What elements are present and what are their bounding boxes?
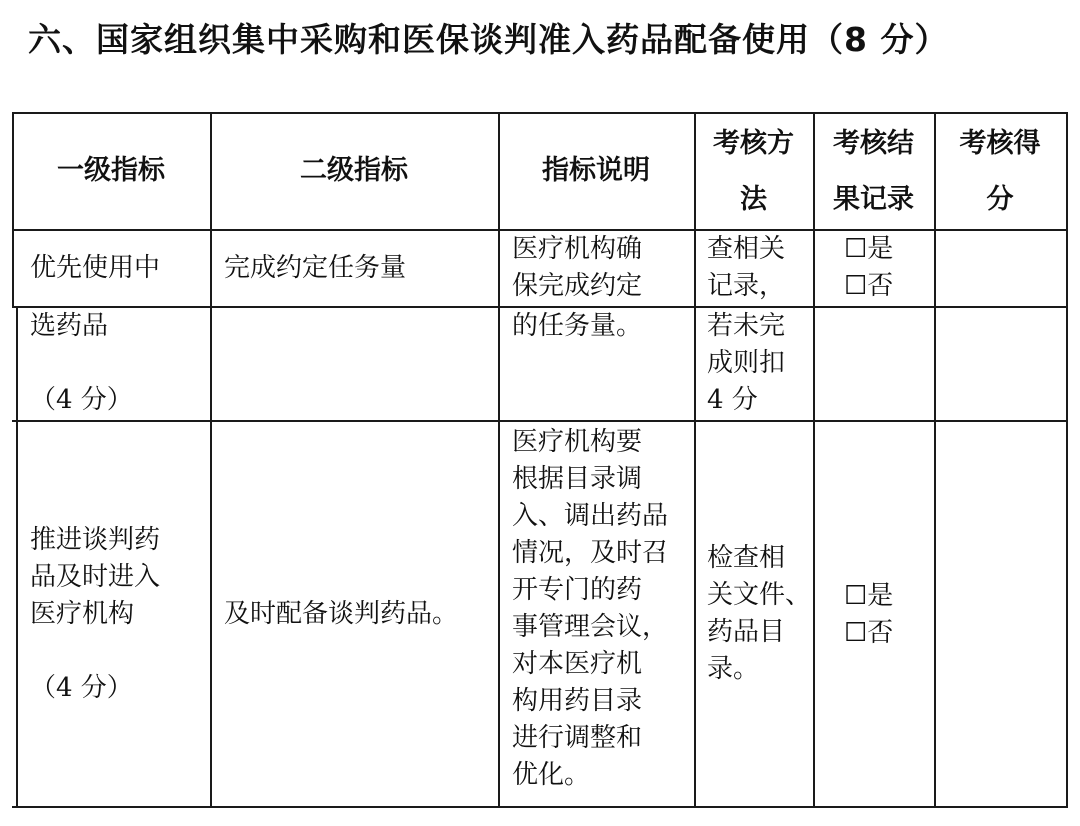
header-level1: 一级指标 [57, 155, 165, 186]
header-description: 指标说明 [542, 155, 650, 186]
row1-level2: 完成约定任务量 [224, 253, 407, 283]
row1-level1-bottom: 选药品 （4 分） [30, 311, 133, 415]
table-rule [498, 112, 500, 808]
row1-method-bottom: 若未完 成则扣 4 分 [707, 311, 786, 415]
table-rule [1066, 112, 1068, 808]
row1-level1-top: 优先使用中 [30, 253, 161, 283]
row2-description: 医疗机构要 根据目录调 入、调出药品 情况，及时召 开专门的药 事管理会议， 对本医疗机 构用药目录 进行调整和 优化。 [512, 427, 669, 790]
row1-result-checkboxes: ☐是 ☐否 [844, 234, 894, 301]
table-rule [12, 806, 1068, 808]
row2-method: 检查相 关文件、 药品目 录。 [707, 543, 812, 684]
header-score: 考核得 分 [959, 128, 1041, 215]
table-rule [12, 420, 1068, 422]
table-rule [12, 112, 14, 306]
table-rule [210, 112, 212, 808]
assessment-table [12, 112, 1068, 808]
row1-description-top: 医疗机构确 保完成约定 [512, 234, 643, 301]
row1-description-bottom: 的任务量。 [512, 311, 643, 341]
row2-result-checkboxes: ☐是 ☐否 [844, 581, 894, 648]
header-level2: 二级指标 [300, 155, 408, 186]
table-rule [12, 112, 1068, 114]
header-result: 考核结 果记录 [833, 128, 914, 215]
row1-method-top: 查相关 记录， [707, 234, 786, 301]
row2-level1: 推进谈判药 品及时进入 医疗机构 （4 分） [30, 525, 161, 703]
table-rule [16, 306, 18, 808]
row2-level2: 及时配备谈判药品。 [224, 599, 459, 629]
header-method: 考核方 法 [713, 128, 794, 215]
page-title: 六、国家组织集中采购和医保谈判准入药品配备使用（8 分） [28, 20, 949, 59]
